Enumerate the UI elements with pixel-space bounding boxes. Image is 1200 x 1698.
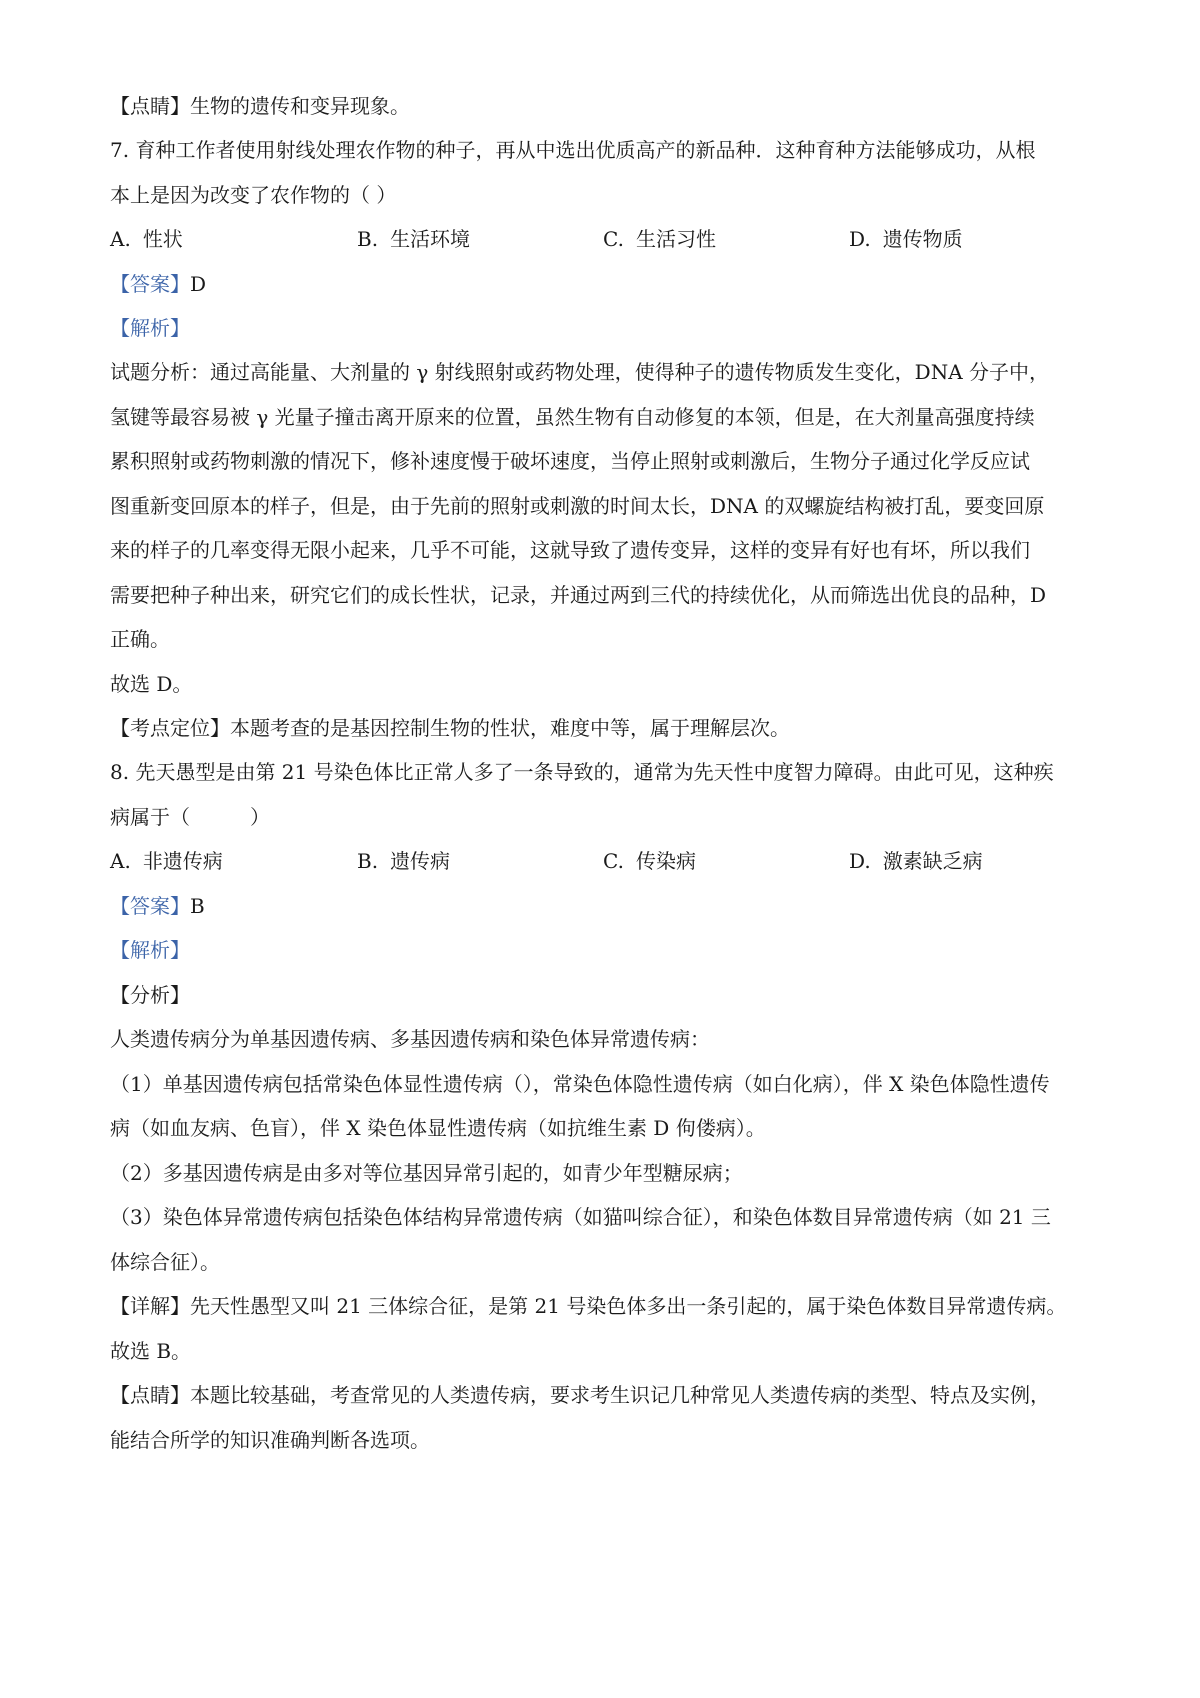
q8-option-c xyxy=(603,847,696,875)
q8-stem-line1: 8. 先天愚型是由第 21 号染色体比正常人多了一条导致的，通常为先天性中度智力障碍。由此可见，这种疾 xyxy=(110,760,1054,784)
q6-note-label: 【点睛】 xyxy=(110,94,190,118)
q8-xiangjie-text: 先天性愚型又叫 21 三体综合征，是第 21 号染色体多出一条引起的，属于染色体数目异常遗传病。 xyxy=(190,1294,1067,1318)
q8-note-label: 【点睛】 xyxy=(110,1383,190,1407)
q7-option-b-text: 生活环境 xyxy=(390,227,471,251)
q8-answer-value: B xyxy=(190,894,205,918)
q8-option-a xyxy=(110,847,223,875)
q8-note-line2: 能结合所学的知识准确判断各选项。 xyxy=(110,1428,430,1452)
q8-fenxi-line: 病（如血友病、色盲），伴 X 染色体显性遗传病（如抗维生素 D 佝偻病）。 xyxy=(110,1116,766,1140)
q7-option-d xyxy=(849,225,963,253)
q7-option-c-letter: C. xyxy=(603,227,624,251)
q8-option-b-letter: B. xyxy=(357,849,379,873)
q8-option-d-text: 激素缺乏病 xyxy=(882,849,983,873)
q8-answer-label: 【答案】 xyxy=(110,894,190,918)
q7-analysis-line: 来的样子的几率变得无限小起来，几乎不可能，这就导致了遗传变异，这样的变异有好也有坏，所以我们 xyxy=(110,538,1030,562)
q7-option-a-letter: A. xyxy=(110,227,131,251)
q6-note-text: 生物的遗传和变异现象。 xyxy=(190,94,410,118)
q8-note xyxy=(110,1381,1100,1409)
q8-option-a-letter: A. xyxy=(110,849,131,873)
q7-analysis-line: 累积照射或药物刺激的情况下，修补速度慢于破坏速度，当停止照射或刺激后，生物分子通过化学反应试 xyxy=(110,449,1030,473)
q7-analysis-line: 试题分析：通过高能量、大剂量的 γ 射线照射或药物处理，使得种子的遗传物质发生变化，DNA 分子中， xyxy=(110,360,1050,384)
q7-analysis-line: 需要把种子种出来，研究它们的成长性状，记录，并通过两到三代的持续优化，从而筛选出优良的品种，D xyxy=(110,583,1047,607)
q8-stem-line2: 病属于（ ） xyxy=(110,805,270,829)
q7-analysis-line: 正确。 xyxy=(110,627,170,651)
q8-fenxi-label: 【分析】 xyxy=(110,983,190,1007)
q8-fenxi-line: （2）多基因遗传病是由多对等位基因异常引起的，如青少年型糖尿病； xyxy=(110,1161,743,1185)
q7-analysis-line: 氢键等最容易被 γ 光量子撞击离开原来的位置，虽然生物有自动修复的本领，但是，在大剂量高强度持续 xyxy=(110,405,1035,429)
q7-option-b-letter: B. xyxy=(357,227,379,251)
q8-fenxi-line: 体综合征）。 xyxy=(110,1250,220,1274)
q7-kaodian xyxy=(110,714,1100,742)
q7-option-a xyxy=(110,225,183,253)
q7-answer-value: D xyxy=(190,272,207,296)
q7-answer-label: 【答案】 xyxy=(110,272,190,296)
q7-kaodian-text: 本题考查的是基因控制生物的性状，难度中等，属于理解层次。 xyxy=(230,716,790,740)
q7-option-d-text: 遗传物质 xyxy=(882,227,963,251)
q6-note xyxy=(110,92,1100,120)
q8-xiangjie xyxy=(110,1292,1100,1320)
q7-option-c-text: 生活习性 xyxy=(635,227,716,251)
q7-conclusion: 故选 D。 xyxy=(110,672,193,696)
q8-analysis-label: 【解析】 xyxy=(110,938,190,962)
q8-note-line1: 本题比较基础，考查常见的人类遗传病，要求考生识记几种常见人类遗传病的类型、特点及实例， xyxy=(190,1383,1050,1407)
q7-kaodian-label: 【考点定位】 xyxy=(110,716,230,740)
q8-option-b-text: 遗传病 xyxy=(390,849,451,873)
q8-xiangjie-label: 【详解】 xyxy=(110,1294,190,1318)
q8-fenxi-line: （1）单基因遗传病包括常染色体显性遗传病（），常染色体隐性遗传病（如白化病），伴 X 染色体隐性遗传 xyxy=(110,1072,1050,1096)
q8-option-c-letter: C. xyxy=(603,849,624,873)
q8-conclusion: 故选 B。 xyxy=(110,1339,192,1363)
q7-option-d-letter: D. xyxy=(849,227,871,251)
q8-option-a-text: 非遗传病 xyxy=(142,849,223,873)
q7-analysis-line: 图重新变回原本的样子，但是，由于先前的照射或刺激的时间太长，DNA 的双螺旋结构被打乱，要变回原 xyxy=(110,494,1045,518)
q8-answer xyxy=(110,892,1100,920)
q7-option-c xyxy=(603,225,716,253)
q7-stem-line2: 本上是因为改变了农作物的（ ） xyxy=(110,183,397,207)
q7-answer xyxy=(110,270,1100,298)
q7-stem-line1: 7. 育种工作者使用射线处理农作物的种子，再从中选出优质高产的新品种．这种育种方法能够成功，从根 xyxy=(110,138,1036,162)
q8-option-d xyxy=(849,847,983,875)
q8-fenxi-line: （3）染色体异常遗传病包括染色体结构异常遗传病（如猫叫综合征），和染色体数目异常遗传病（如 21 三 xyxy=(110,1205,1051,1229)
q7-option-b xyxy=(357,225,470,253)
q8-fenxi-line: 人类遗传病分为单基因遗传病、多基因遗传病和染色体异常遗传病： xyxy=(110,1027,710,1051)
q8-option-d-letter: D. xyxy=(849,849,871,873)
q7-analysis-label: 【解析】 xyxy=(110,316,190,340)
q8-option-c-text: 传染病 xyxy=(635,849,696,873)
q8-option-b xyxy=(357,847,450,875)
q7-option-a-text: 性状 xyxy=(142,227,183,251)
